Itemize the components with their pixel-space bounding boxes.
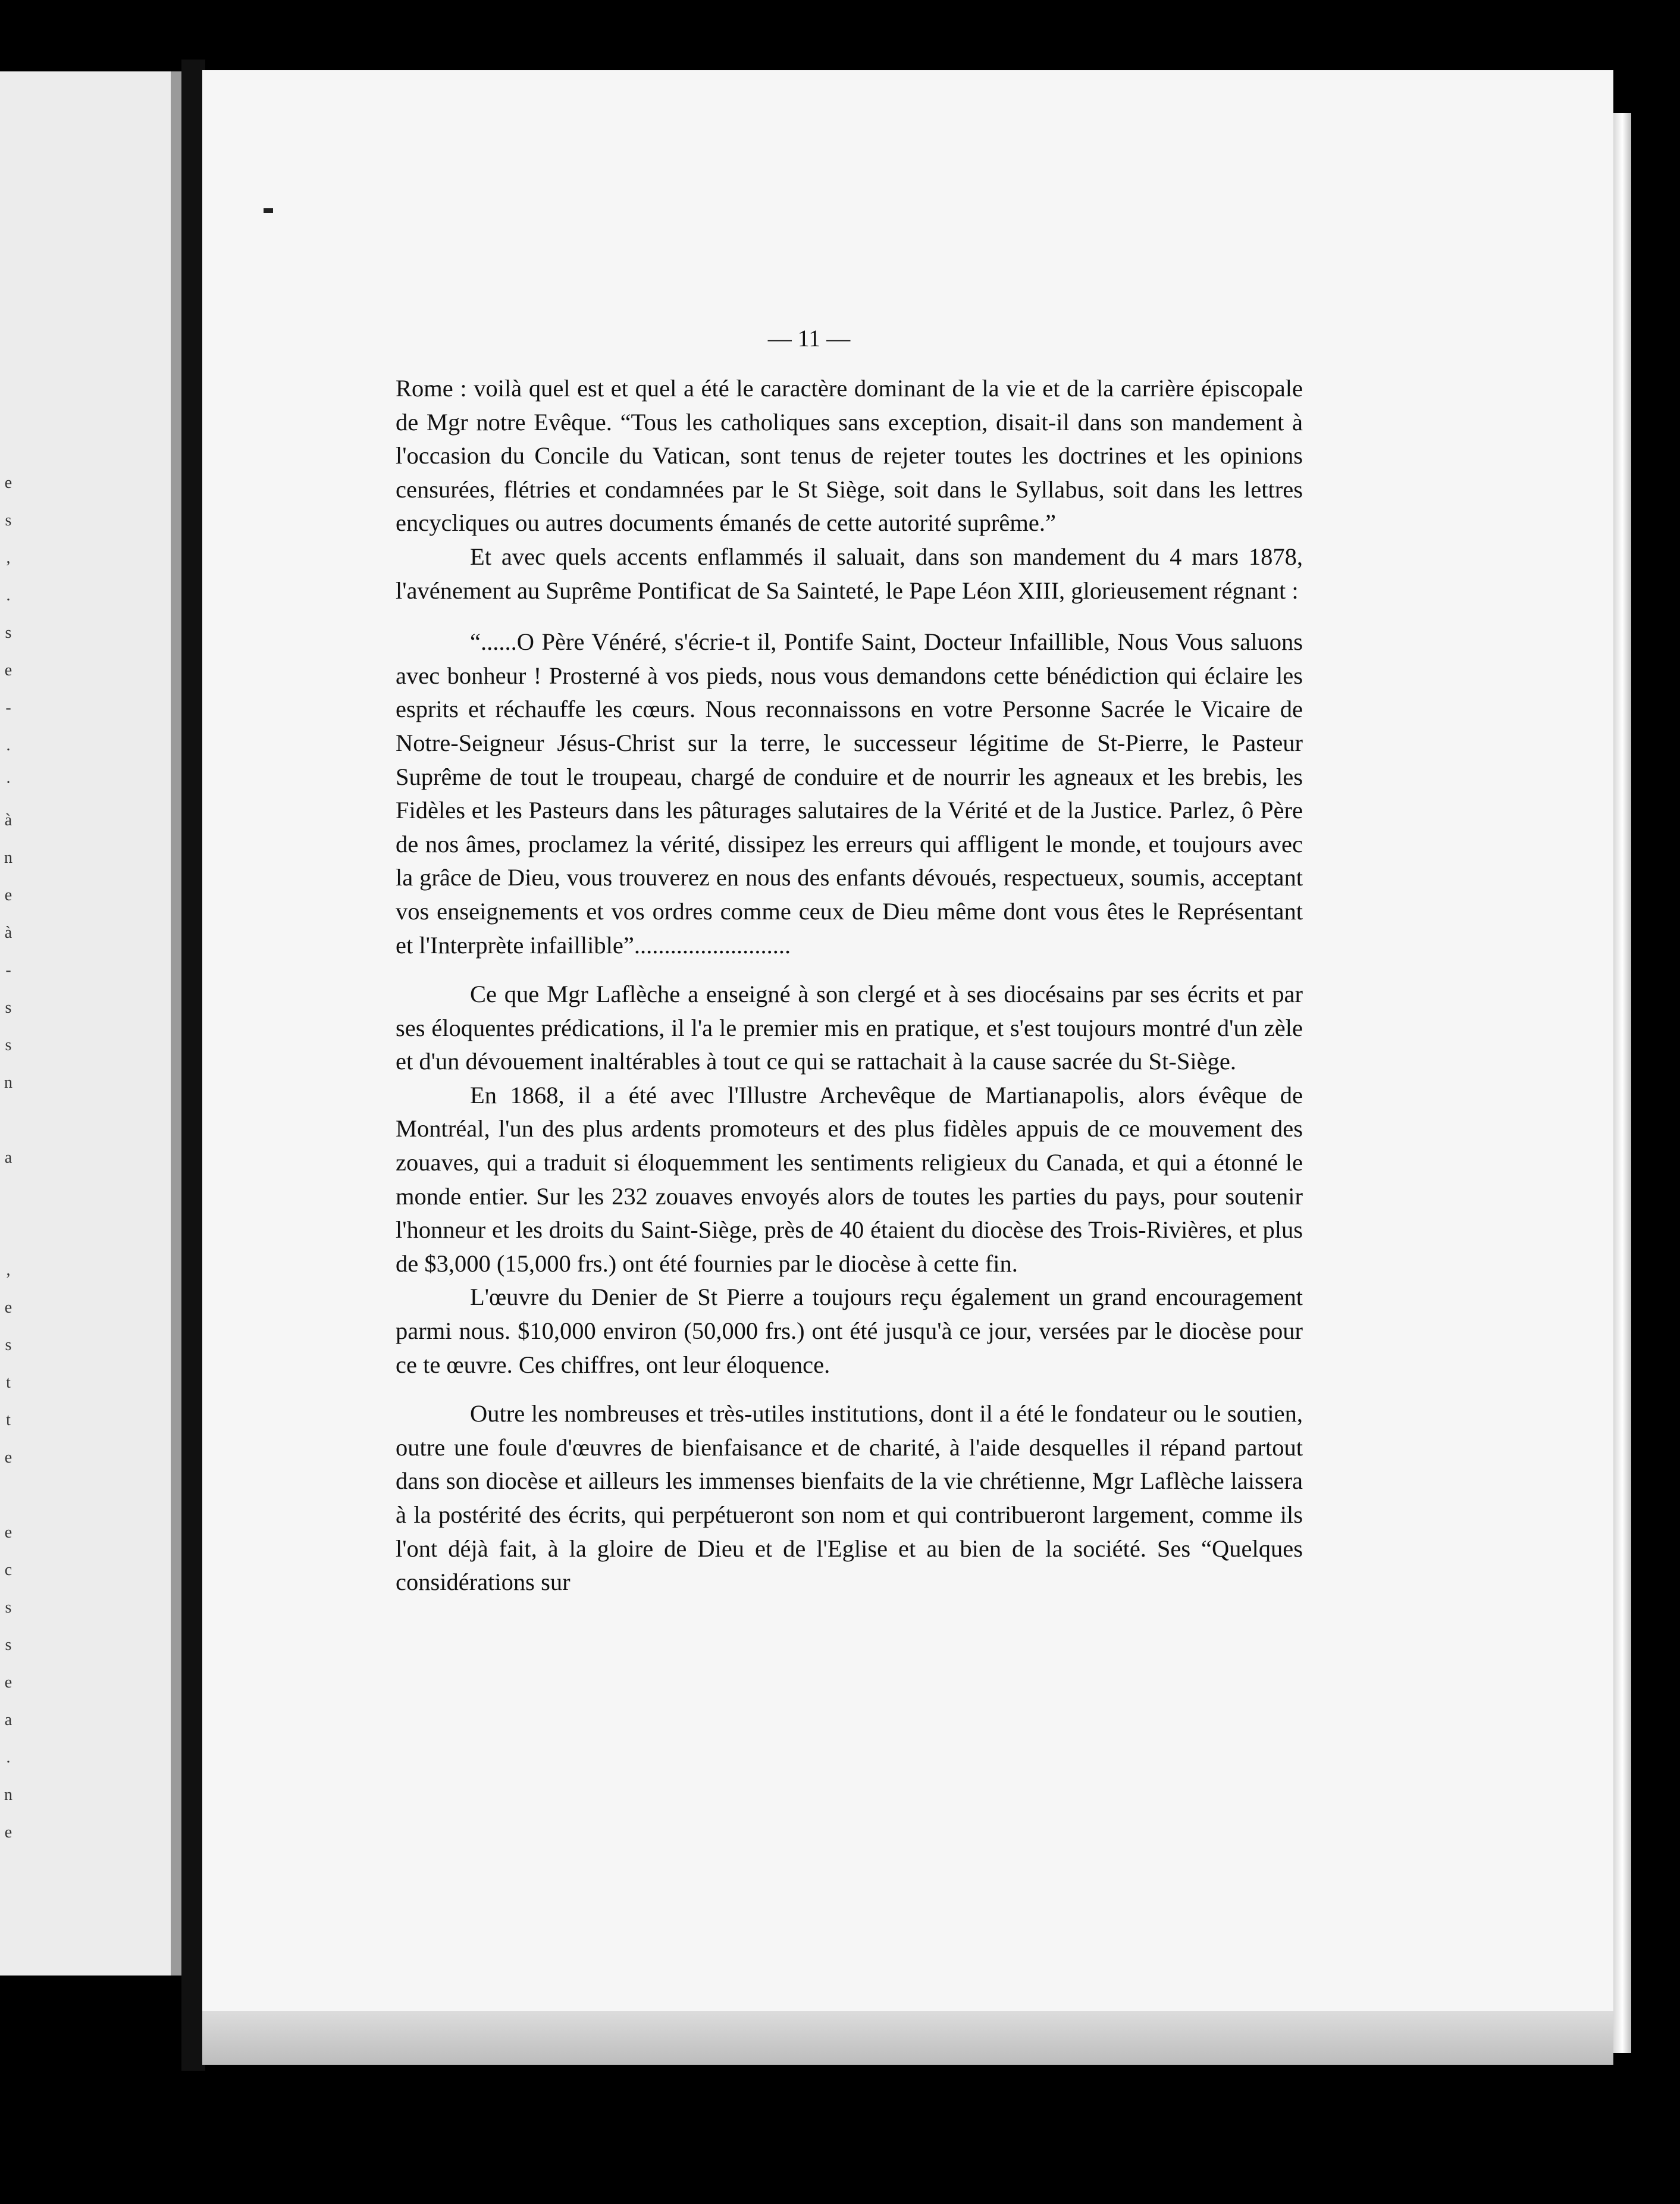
margin-fragment: t <box>6 1411 11 1429</box>
margin-fragment: c <box>4 1561 12 1579</box>
page-number: — 11 — <box>767 325 851 352</box>
margin-fragment: · <box>5 774 11 792</box>
scan-artifact-mark <box>264 208 273 213</box>
margin-fragment: e <box>4 1673 12 1692</box>
margin-fragment: e <box>4 1448 12 1467</box>
margin-fragment: n <box>4 849 12 867</box>
margin-fragment: e <box>4 1823 12 1842</box>
facing-page-edge <box>0 71 181 1976</box>
body-text <box>396 372 1303 1599</box>
margin-fragment: a <box>4 1711 12 1729</box>
margin-fragment: à <box>4 811 12 829</box>
margin-fragment: n <box>4 1786 12 1804</box>
book-gutter-shadow <box>181 60 205 2071</box>
margin-fragment: s <box>5 511 12 530</box>
paragraph-6: L'œuvre du Denier de St Pierre a toujours reçu également un grand encouragement parmi nous. $10,000 environ (50,000 frs.) ont été jusqu'à ce jour, versées par le diocèse pour ce te œuvre. Ces chiffres, ont leur éloquence. <box>396 1283 1303 1378</box>
margin-fragment: s <box>5 1598 12 1617</box>
margin-fragment: e <box>4 474 12 492</box>
margin-fragment: s <box>5 1636 12 1654</box>
margin-fragment: . <box>6 586 11 605</box>
paragraph-4: Ce que Mgr Laflèche a enseigné à son clergé et à ses diocésains par ses écrits et par ses éloquentes prédications, il l'a le premier mis en pratique, et s'est toujours montré d'un zèle et d'un dévouement inaltérables à tout ce qui se rattachait à la cause sacrée du St-Siège. <box>396 981 1303 1075</box>
margin-fragment: , <box>6 1261 11 1279</box>
margin-fragment: e <box>4 886 12 904</box>
quote-paragraph: “......O Père Vénéré, s'écrie-t il, Pontife Saint, Docteur Infaillible, Nous Vous saluons avec bonheur ! Prosterné à vos pieds, nous vous demandons cette bénédiction qui éclaire les esprits et réchauffe les cœurs. Nous reconnaissons en votre Personne Sacrée le Vicaire de Notre-Seigneur Jésus-Christ sur la terre, le successeur légitime de St-Pierre, le Pasteur Suprême de tout le troupeau, chargé de conduire et de nourrir les agneaux et les brebis, les Fidèles et les Pasteurs dans les pâturages salutaires de la Vérité et de la Justice. Parlez, ô Père de nos âmes, proclamez la vérité, dissipez les erreurs qui affligent le monde, et toujours avec la grâce de Dieu, vous trouverez en nous des enfants dévoués, respectueux, soumis, acceptant vos enseignements et vos ordres comme ceux de Dieu même dont vous êtes le Représentant et l'Interprète infaillible”.......................... <box>396 628 1303 959</box>
page-bottom-shadow <box>202 2011 1613 2065</box>
margin-fragment: e <box>4 1523 12 1542</box>
margin-fragment: s <box>5 1336 12 1354</box>
paragraph-1: Rome : voilà quel est et quel a été le caractère dominant de la vie et de la carrière épiscopale de Mgr notre Evêque. “Tous les catholiques sans exception, disait-il dans son mandement à l'occasion du Concile du Vatican, sont tenus de rejeter toutes les doctrines et les opinions censurées, flétries et condamnées par le St Siège, soit dans le Syllabus, soit dans les lettres encycliques ou autres documents émanés de cette autorité suprême.” <box>396 375 1303 537</box>
paragraph-7: Outre les nombreuses et très-utiles institutions, dont il a été le fondateur ou le soutien, outre une foule d'œuvres de bienfaisance et de charité, à l'aide desquelles il répand partout dans son diocèse et ailleurs les immenses bienfaits de la vie chrétienne, Mgr Laflèche laissera à la postérité des écrits, qui perpétueront son nom et qui contribueront largement, comme ils l'ont déjà fait, à la gloire de Dieu et de l'Eglise et au bien de la société. Ses “Quelques considérations sur <box>396 1400 1303 1596</box>
page-stack-edge <box>1613 113 1631 2053</box>
margin-fragment: e <box>4 661 12 680</box>
margin-fragment: n <box>4 1073 12 1092</box>
margin-fragment: a <box>4 1148 12 1167</box>
margin-fragment <box>0 1214 17 1251</box>
margin-fragment: e <box>4 1298 12 1317</box>
paragraph-5: En 1868, il a été avec l'Illustre Archevêque de Martianapolis, alors évêque de Montréal, l'un des plus ardents promoteurs et des plus fidèles appuis de ce mouvement des zouaves, qui a traduit si éloquemment les sentiments religieux du Canada, et qui a étonné le monde entier. Sur les 232 zouaves envoyés alors de toutes les parties du pays, pour soutenir l'honneur et les droits du Saint-Siège, près de 40 étaient du diocèse des Trois-Rivières, et plus de $3,000 (15,000 frs.) ont été fournies par le diocèse à cette fin. <box>396 1081 1303 1277</box>
margin-fragment: à <box>4 923 12 942</box>
margin-fragment <box>0 1101 17 1139</box>
margin-fragment: , <box>6 549 11 567</box>
facing-page-gutter <box>171 71 181 1976</box>
paragraph-2: Et avec quels accents enflammés il saluait, dans son mandement du 4 mars 1878, l'avénement au Suprême Pontificat de Sa Sainteté, le Pape Léon XIII, glorieusement régnant : <box>396 543 1303 604</box>
margin-fragment <box>0 1176 17 1214</box>
margin-fragment: - <box>5 961 11 979</box>
margin-fragment: . <box>6 1748 11 1767</box>
facing-page-text-fragments <box>0 464 17 1851</box>
margin-fragment <box>0 1476 17 1514</box>
margin-fragment: s <box>5 1036 12 1054</box>
margin-fragment: . <box>6 736 11 755</box>
margin-fragment: t <box>6 1373 11 1392</box>
margin-fragment: s <box>5 998 12 1017</box>
margin-fragment: s <box>5 624 12 642</box>
margin-fragment: - <box>5 699 11 717</box>
